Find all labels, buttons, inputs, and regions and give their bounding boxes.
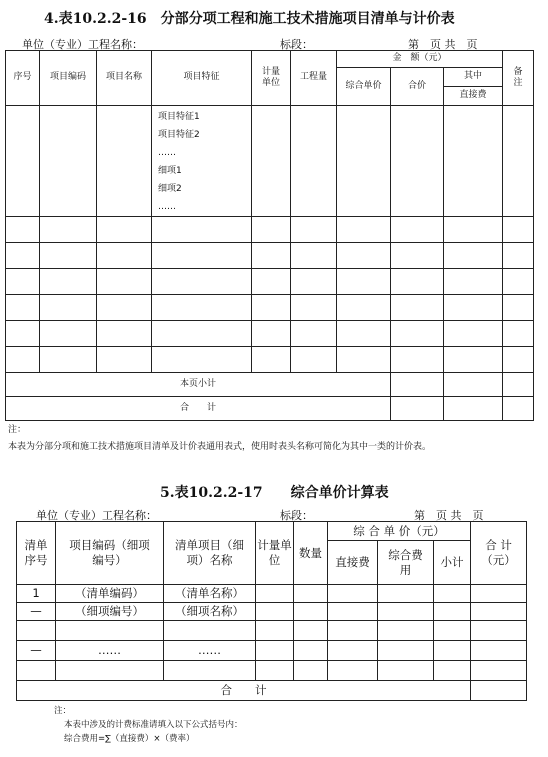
table-row (17, 585, 527, 603)
header-name: 项目名称 (97, 51, 152, 106)
table-row (6, 295, 534, 321)
row-code (56, 621, 164, 641)
header-of-which: 其中 (444, 68, 503, 87)
table-row (17, 621, 527, 641)
table-row (6, 373, 534, 397)
table-row (17, 681, 527, 701)
row-name: （清单名称） (164, 585, 256, 603)
doc2-note-line1: 本表中涉及的计费标准请填入以下公式括号内： (64, 720, 243, 730)
unit-price-table (16, 521, 527, 701)
feature-item: 项目特征2 (158, 130, 200, 140)
page-subtotal-label: 本页小计 (6, 373, 391, 397)
table-row (6, 321, 534, 347)
row-seq (17, 661, 56, 681)
feature-list (152, 106, 252, 217)
header-total: 合 计（元） (471, 522, 527, 585)
header-amount: 金 额（元） (337, 51, 503, 68)
table-row (17, 641, 527, 661)
doc2-note-label: 注： (54, 706, 72, 716)
row-seq: — (17, 603, 56, 621)
table-row (17, 661, 527, 681)
row-code: …… (56, 641, 164, 661)
header-code: 项目编码（细项编号） (56, 522, 164, 585)
row-name (164, 621, 256, 641)
header-remark: 备注 (503, 51, 534, 106)
doc2-note-line2: 综合费用=∑（直接费）×（费率） (64, 734, 195, 744)
doc1-note-text: 本表为分部分项和施工技术措施项目清单及计价表通用表式，使用时表头名称可简化为其中一类的计价表。 (8, 442, 432, 452)
doc1-unit-label: 单位（专业）工程名称： (22, 38, 143, 51)
header-direct: 直接费 (328, 541, 378, 585)
header-unit-price: 综 合 单 价（元） (328, 522, 471, 541)
feature-item: 细项2 (158, 184, 182, 194)
table-row (17, 603, 527, 621)
row-seq: — (17, 641, 56, 661)
table-row (6, 217, 534, 243)
table-row (6, 397, 534, 421)
header-feature: 项目特征 (152, 51, 252, 106)
table-row (6, 243, 534, 269)
row-code: （清单编码） (56, 585, 164, 603)
header-seq: 清单序号 (17, 522, 56, 585)
header-qty: 工程量 (291, 51, 337, 106)
header-comp: 综合费用 (378, 541, 434, 585)
table-row (6, 347, 534, 373)
row-code: （细项编号） (56, 603, 164, 621)
doc1-section-label: 标段： (280, 38, 313, 51)
feature-item: …… (158, 148, 176, 158)
header-code: 项目编码 (40, 51, 97, 106)
table-row (6, 106, 534, 217)
header-unit: 计量单位 (252, 51, 291, 106)
header-seq: 序号 (6, 51, 40, 106)
doc1-page-label: 第 页 共 页 (408, 38, 478, 51)
feature-item: …… (158, 202, 176, 212)
pricing-table (5, 50, 534, 421)
doc2-page-label: 第 页 共 页 (414, 509, 484, 522)
header-total: 合价 (391, 68, 444, 106)
grand-total-label: 合 计 (6, 397, 391, 421)
row-name: …… (164, 641, 256, 661)
doc2-section-label: 标段： (280, 509, 313, 522)
doc1-title: 4.表10.2.2-16 分部分项工程和施工技术措施项目清单与计价表 (44, 11, 455, 27)
row-name (164, 661, 256, 681)
doc1-note-label: 注： (8, 425, 27, 435)
grand-total-label: 合 计 (17, 681, 471, 701)
row-seq: 1 (17, 585, 56, 603)
header-unit: 计量单位 (256, 522, 294, 585)
row-name: （细项名称） (164, 603, 256, 621)
feature-item: 细项1 (158, 166, 182, 176)
row-seq (17, 621, 56, 641)
header-unit-price: 综合单价 (337, 68, 391, 106)
feature-item: 项目特征1 (158, 112, 200, 122)
row-code (56, 661, 164, 681)
doc2-unit-label: 单位（专业）工程名称： (36, 509, 157, 522)
header-name: 清单项目（细项）名称 (164, 522, 256, 585)
doc2-title: 5.表10.2.2-17 综合单价计算表 (160, 485, 389, 501)
table-row (6, 269, 534, 295)
header-subtotal: 小计 (434, 541, 471, 585)
header-qty: 数量 (294, 522, 328, 585)
header-direct: 直接费 (444, 87, 503, 106)
